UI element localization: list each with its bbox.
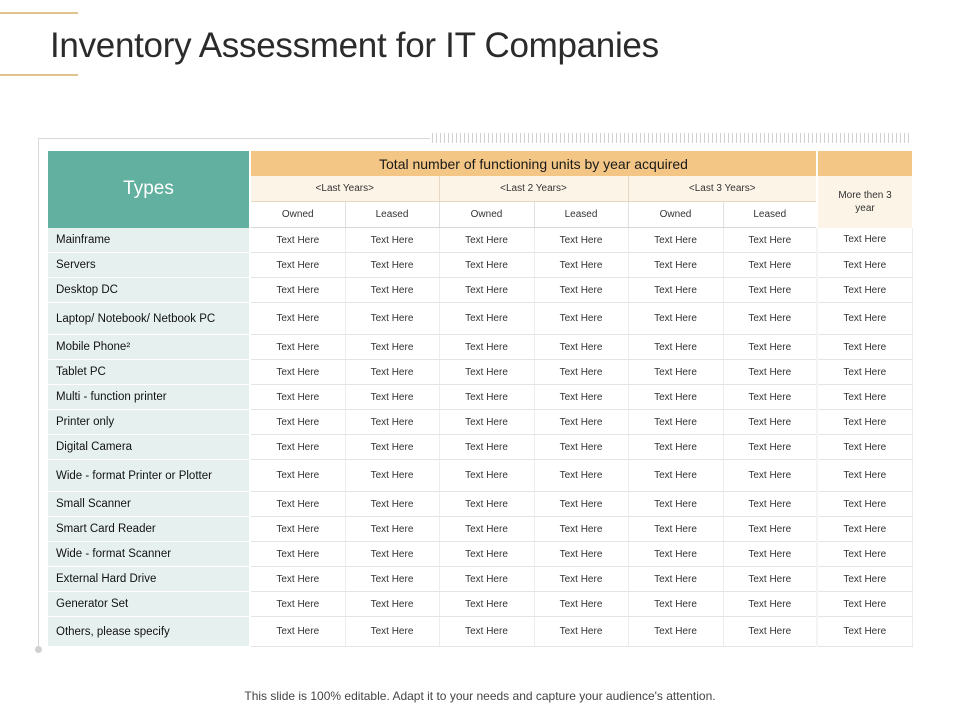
value-cell: Text Here (817, 360, 912, 385)
value-cell: Text Here (439, 385, 534, 410)
value-cell: Text Here (250, 435, 345, 460)
type-cell: Wide - format Printer or Plotter (48, 460, 250, 492)
value-cell: Text Here (345, 435, 439, 460)
value-cell: Text Here (439, 460, 534, 492)
type-cell: Laptop/ Notebook/ Netbook PC (48, 303, 250, 335)
value-cell: Text Here (439, 592, 534, 617)
type-cell: Tablet PC (48, 360, 250, 385)
value-cell: Text Here (723, 517, 817, 542)
value-cell: Text Here (723, 410, 817, 435)
value-cell: Text Here (723, 385, 817, 410)
value-cell: Text Here (439, 542, 534, 567)
value-cell: Text Here (345, 253, 439, 278)
sub-header-owned: Owned (628, 202, 723, 228)
value-cell: Text Here (250, 303, 345, 335)
value-cell: Text Here (439, 228, 534, 253)
value-cell: Text Here (534, 435, 628, 460)
value-cell: Text Here (439, 253, 534, 278)
value-cell: Text Here (817, 592, 912, 617)
table-row (48, 335, 912, 360)
page-title: Inventory Assessment for IT Companies (50, 26, 659, 65)
value-cell: Text Here (250, 592, 345, 617)
value-cell: Text Here (345, 567, 439, 592)
value-cell: Text Here (250, 410, 345, 435)
value-cell: Text Here (345, 492, 439, 517)
value-cell: Text Here (628, 592, 723, 617)
value-cell: Text Here (817, 228, 912, 253)
sub-header-leased: Leased (534, 202, 628, 228)
value-cell: Text Here (628, 385, 723, 410)
value-cell: Text Here (817, 385, 912, 410)
table-body (48, 228, 912, 647)
value-cell: Text Here (439, 303, 534, 335)
value-cell: Text Here (534, 542, 628, 567)
value-cell: Text Here (628, 517, 723, 542)
frame-dot (35, 646, 42, 653)
value-cell: Text Here (439, 335, 534, 360)
value-cell: Text Here (628, 460, 723, 492)
value-cell: Text Here (817, 253, 912, 278)
value-cell: Text Here (723, 303, 817, 335)
value-cell: Text Here (817, 335, 912, 360)
period-header-last-years: <Last Years> (250, 176, 439, 202)
value-cell: Text Here (345, 592, 439, 617)
value-cell: Text Here (723, 492, 817, 517)
value-cell: Text Here (250, 460, 345, 492)
period-header-last-2-years: <Last 2 Years> (439, 176, 628, 202)
value-cell: Text Here (439, 567, 534, 592)
value-cell: Text Here (439, 410, 534, 435)
value-cell: Text Here (439, 360, 534, 385)
value-cell: Text Here (534, 492, 628, 517)
sub-header-owned: Owned (439, 202, 534, 228)
table-row (48, 253, 912, 278)
value-cell: Text Here (345, 460, 439, 492)
types-header: Types (48, 151, 250, 228)
value-cell: Text Here (345, 517, 439, 542)
value-cell: Text Here (628, 253, 723, 278)
value-cell: Text Here (534, 253, 628, 278)
table-row (48, 410, 912, 435)
value-cell: Text Here (250, 617, 345, 647)
value-cell: Text Here (723, 278, 817, 303)
value-cell: Text Here (628, 228, 723, 253)
type-cell: Mainframe (48, 228, 250, 253)
value-cell: Text Here (723, 253, 817, 278)
value-cell: Text Here (250, 278, 345, 303)
value-cell: Text Here (628, 360, 723, 385)
value-cell: Text Here (534, 592, 628, 617)
value-cell: Text Here (817, 278, 912, 303)
table-row (48, 567, 912, 592)
value-cell: Text Here (345, 278, 439, 303)
decorative-line-bottom (0, 74, 78, 76)
value-cell: Text Here (250, 360, 345, 385)
value-cell: Text Here (628, 542, 723, 567)
frame-line-vertical (38, 138, 39, 648)
value-cell: Text Here (439, 517, 534, 542)
table-row (48, 228, 912, 253)
value-cell: Text Here (250, 492, 345, 517)
value-cell: Text Here (439, 492, 534, 517)
value-cell: Text Here (534, 617, 628, 647)
type-cell: Desktop DC (48, 278, 250, 303)
type-cell: Generator Set (48, 592, 250, 617)
value-cell: Text Here (723, 592, 817, 617)
value-cell: Text Here (345, 360, 439, 385)
value-cell: Text Here (817, 410, 912, 435)
value-cell: Text Here (628, 435, 723, 460)
value-cell: Text Here (345, 410, 439, 435)
type-cell: Multi - function printer (48, 385, 250, 410)
value-cell: Text Here (723, 567, 817, 592)
type-cell: Digital Camera (48, 435, 250, 460)
value-cell: Text Here (817, 435, 912, 460)
sub-header-leased: Leased (723, 202, 817, 228)
value-cell: Text Here (723, 460, 817, 492)
table-row (48, 542, 912, 567)
period-header-last-3-years: <Last 3 Years> (628, 176, 817, 202)
type-cell: Mobile Phone² (48, 335, 250, 360)
value-cell: Text Here (534, 335, 628, 360)
value-cell: Text Here (723, 435, 817, 460)
value-cell: Text Here (534, 460, 628, 492)
value-cell: Text Here (628, 335, 723, 360)
value-cell: Text Here (817, 303, 912, 335)
value-cell: Text Here (250, 517, 345, 542)
decorative-line-top (0, 12, 78, 14)
value-cell: Text Here (817, 542, 912, 567)
table-row (48, 303, 912, 335)
value-cell: Text Here (439, 278, 534, 303)
value-cell: Text Here (723, 360, 817, 385)
footer-note: This slide is 100% editable. Adapt it to your needs and capture your audience's attention. (244, 689, 716, 703)
value-cell: Text Here (628, 410, 723, 435)
table-row (48, 385, 912, 410)
value-cell: Text Here (345, 303, 439, 335)
value-cell: Text Here (534, 385, 628, 410)
value-cell: Text Here (628, 567, 723, 592)
value-cell: Text Here (250, 385, 345, 410)
value-cell: Text Here (534, 567, 628, 592)
value-cell: Text Here (345, 228, 439, 253)
value-cell: Text Here (817, 517, 912, 542)
type-cell: Smart Card Reader (48, 517, 250, 542)
value-cell: Text Here (817, 460, 912, 492)
type-cell: External Hard Drive (48, 567, 250, 592)
value-cell: Text Here (628, 278, 723, 303)
value-cell: Text Here (628, 617, 723, 647)
more-than-3-years-header: More then 3 year (817, 176, 912, 228)
value-cell: Text Here (534, 228, 628, 253)
main-header: Total number of functioning units by year acquired (250, 151, 817, 176)
value-cell: Text Here (628, 303, 723, 335)
frame-hatch-pattern (432, 133, 910, 143)
value-cell: Text Here (345, 617, 439, 647)
type-cell: Others, please specify (48, 617, 250, 647)
value-cell: Text Here (250, 253, 345, 278)
value-cell: Text Here (817, 617, 912, 647)
type-cell: Wide - format Scanner (48, 542, 250, 567)
value-cell: Text Here (250, 228, 345, 253)
value-cell: Text Here (250, 567, 345, 592)
value-cell: Text Here (439, 617, 534, 647)
type-cell: Small Scanner (48, 492, 250, 517)
value-cell: Text Here (534, 360, 628, 385)
value-cell: Text Here (723, 228, 817, 253)
table-row (48, 592, 912, 617)
value-cell: Text Here (534, 278, 628, 303)
inventory-table (48, 151, 913, 647)
value-cell: Text Here (628, 492, 723, 517)
value-cell: Text Here (723, 335, 817, 360)
table-row (48, 360, 912, 385)
value-cell: Text Here (534, 410, 628, 435)
table-row (48, 435, 912, 460)
value-cell: Text Here (250, 542, 345, 567)
sub-header-owned: Owned (250, 202, 345, 228)
value-cell: Text Here (250, 335, 345, 360)
type-cell: Servers (48, 253, 250, 278)
value-cell: Text Here (439, 435, 534, 460)
value-cell: Text Here (534, 517, 628, 542)
frame-line-horizontal (38, 138, 430, 139)
table-row (48, 492, 912, 517)
main-header-blank (817, 151, 912, 176)
value-cell: Text Here (817, 492, 912, 517)
value-cell: Text Here (723, 617, 817, 647)
value-cell: Text Here (345, 335, 439, 360)
table-row (48, 517, 912, 542)
value-cell: Text Here (534, 303, 628, 335)
table-row (48, 460, 912, 492)
table-row (48, 278, 912, 303)
table-row (48, 617, 912, 647)
value-cell: Text Here (345, 542, 439, 567)
value-cell: Text Here (345, 385, 439, 410)
type-cell: Printer only (48, 410, 250, 435)
sub-header-leased: Leased (345, 202, 439, 228)
value-cell: Text Here (817, 567, 912, 592)
value-cell: Text Here (723, 542, 817, 567)
